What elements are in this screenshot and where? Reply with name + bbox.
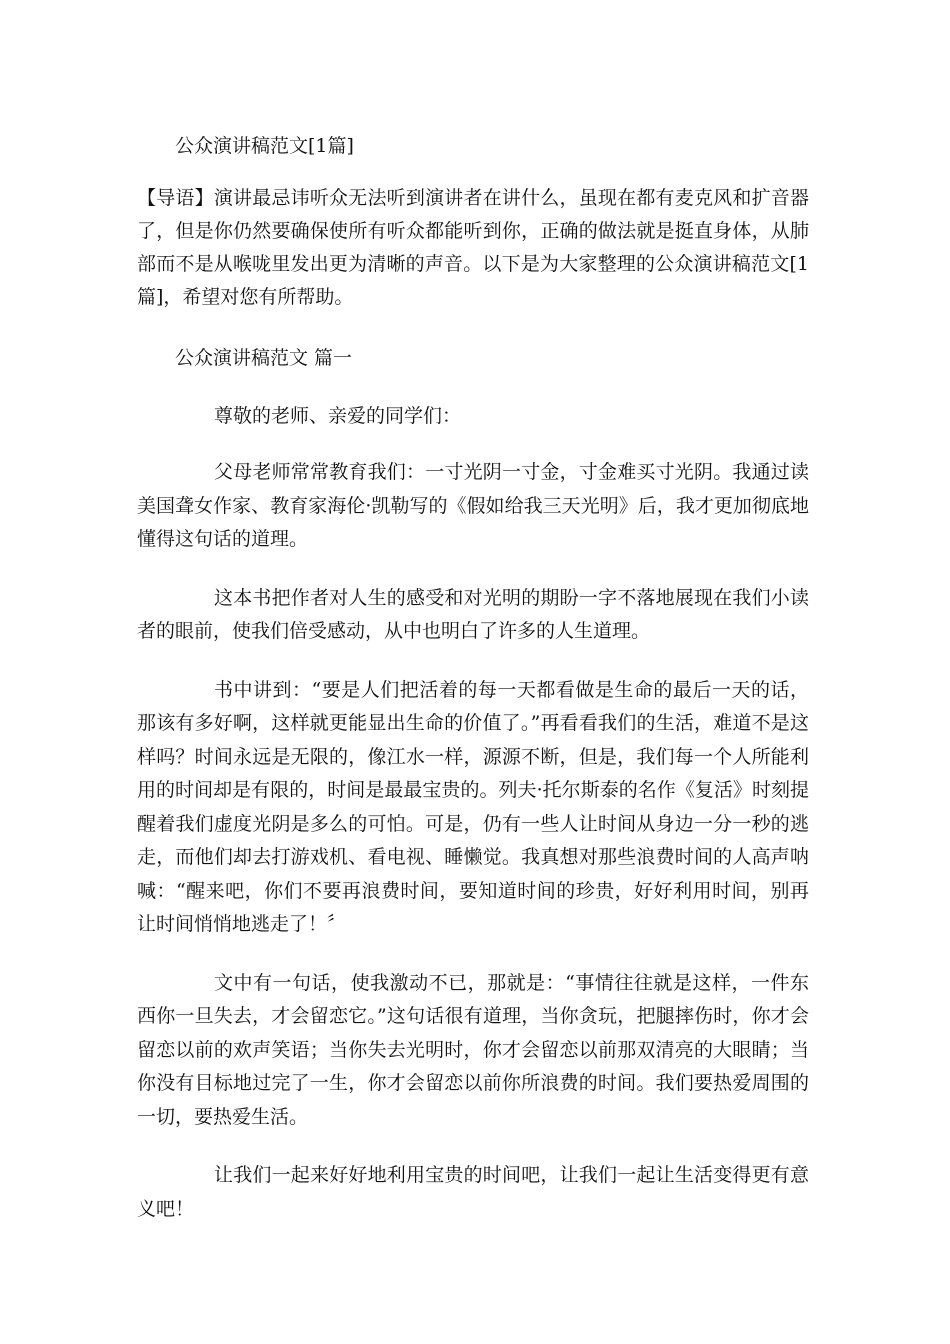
body-paragraph: 文中有一句话，使我激动不已，那就是：“事情往往就是这样，一件东西你一旦失去，才会留恋它。”这句话很有道理，当你贪玩，把腿摔伤时，你才会留恋以前的欢声笑语；当你失去光明时，你才会留恋以前那双清亮的大眼睛；当你没有目标地过完了一生，你才会留恋以前你所浪费的时间。我们要热爱周围的一切，要热爱生活。 — [137, 971, 809, 1128]
intro-lead-label: 【导语】 — [137, 187, 214, 209]
intro-paragraph — [137, 182, 809, 314]
body-paragraph: 让我们一起来好好地利用宝贵的时间吧，让我们一起让生活变得更有意义吧！ — [137, 1164, 809, 1220]
salutation: 尊敬的老师、亲爱的同学们： — [214, 405, 462, 427]
body-paragraph: 书中讲到：“要是人们把活着的每一天都看做是生命的最后一天的话，那该有多好啊，这样就更能显出生命的价值了。”再看看我们的生活，难道不是这样吗？时间永远是无限的，像江水一样，源源不断，但是，我们每一个人所能利用的时间却是有限的，时间是最最宝贵的。列夫·托尔斯泰的名作《复活》时刻提醒着我们虚度光阴是多么的可怕。可是，仍有一些人让时间从身边一分一秒的逃走，而他们却去打游戏机、看电视、睡懒觉。我真想对那些浪费时间的人高声呐喊：“醒来吧，你们不要再浪费时间，要知道时间的珍贵，好好利用时间，别再让时间悄悄地逃走了！〞 — [137, 678, 809, 935]
body-paragraph: 父母老师常常教育我们：一寸光阴一寸金，寸金难买寸光阴。我通过读美国聋女作家、教育家海伦·凯勒写的《假如给我三天光明》后，我才更加彻底地懂得这句话的道理。 — [137, 461, 809, 550]
section-heading: 公众演讲稿范文 篇一 — [175, 347, 353, 369]
body-paragraph: 这本书把作者对人生的感受和对光明的期盼一字不落地展现在我们小读者的眼前，使我们倍受感动，从中也明白了许多的人生道理。 — [137, 586, 809, 642]
intro-text: 演讲最忌讳听众无法听到演讲者在讲什么，虽现在都有麦克风和扩音器了，但是你仍然要确保使所有听众都能听到你，正确的做法就是挺直身体，从肺部而不是从喉咙里发出更为清晰的声音。以下是为大家整理的公众演讲稿范文[1篇]，希望对您有所帮助。 — [137, 187, 809, 308]
document-page — [137, 130, 809, 1251]
document-title: 公众演讲稿范文[1篇] — [175, 135, 354, 157]
